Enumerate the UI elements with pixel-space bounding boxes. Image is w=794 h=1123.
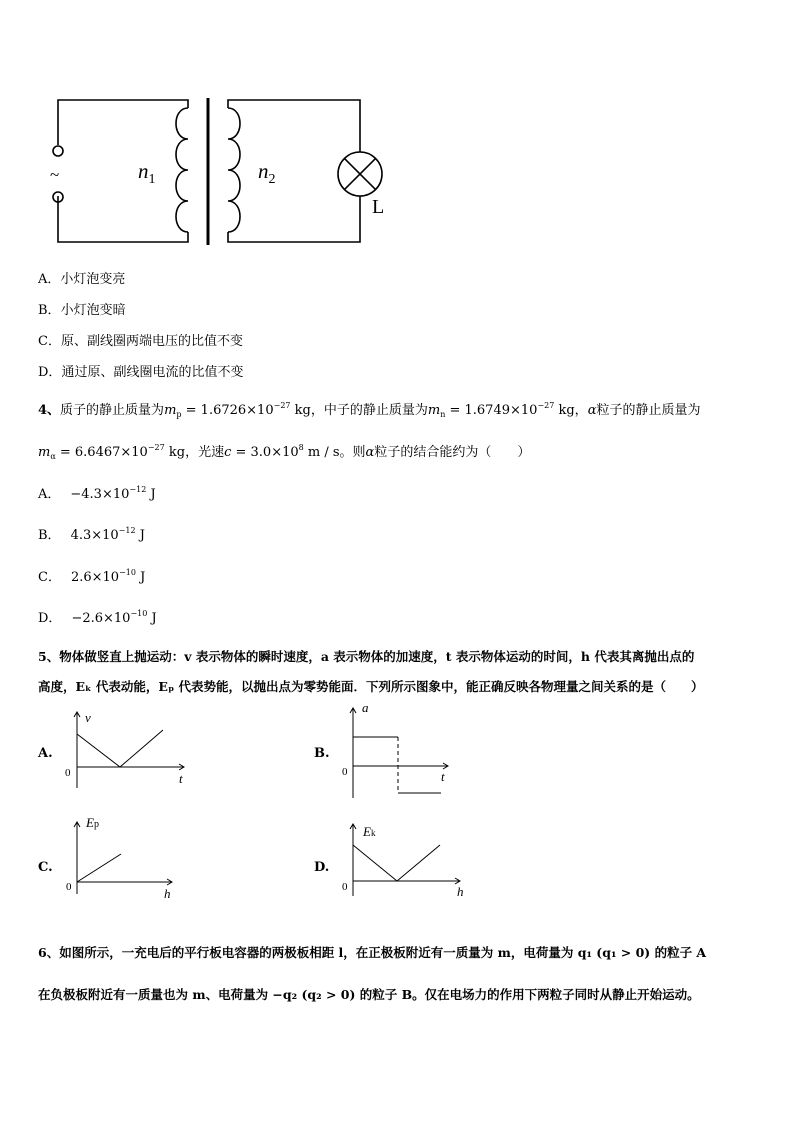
q5-graph-c[interactable] [60,812,185,902]
primary-wire-bottom [58,196,188,242]
xlabel-t: t [441,769,445,784]
xlabel-t: t [179,771,183,786]
q3-option-a[interactable]: A．小灯泡变亮 [38,272,126,287]
q4-option-c[interactable]: C． $2.6\times 10^{-10}$ J [38,568,146,585]
origin-label: 0 [65,767,71,779]
transformer-circuit-diagram [0,0,794,260]
ac-source-symbol: ~ [50,165,60,184]
q5-option-b-key[interactable]: B. [314,746,330,761]
q3-option-b[interactable]: B．小灯泡变暗 [38,303,126,318]
q3-option-c[interactable]: C．原、副线圈两端电压的比值不变 [38,334,243,349]
xlabel-h: h [164,886,171,901]
origin-label: 0 [66,881,72,893]
primary-turns-label: $n_1$ [138,159,156,187]
secondary-turns-label: $n_2$ [258,159,276,187]
kinetic-energy-line [353,845,440,881]
q5-graph-b[interactable] [336,698,466,803]
primary-coil [176,108,188,232]
q6-stem-line1: 6、如图所示，一充电后的平行板电容器的两极板相距 l，在正极板附近有一质量为 m，电荷量为 q₁ (q₁ > 0) 的粒子 A [38,945,707,960]
origin-label: 0 [342,881,348,893]
potential-energy-line [77,854,121,882]
velocity-line [77,730,163,767]
ylabel-v: v [85,710,91,725]
q4-option-b[interactable]: B． $4.3\times 10^{-12}$ J [38,526,145,543]
q3-option-d[interactable]: D．通过原、副线圈电流的比值不变 [38,365,244,380]
q5-graph-a[interactable] [60,700,200,795]
secondary-wire-bottom [228,196,360,242]
q5-graph-d[interactable] [336,818,471,903]
q4-stem-line2: $m_\alpha = 6.6467\times 10^{-27}$ kg，光速$c = 3.0\times 10^8$ m / s。则α粒子的结合能约为（ ） [38,443,531,461]
primary-wire [58,100,188,145]
ylabel-ek: Ek [363,824,376,839]
ylabel-a: a [362,700,369,715]
q5-option-d-key[interactable]: D. [314,860,330,875]
ac-terminal-top [53,146,63,156]
q5-stem-line2: 高度，Eₖ 代表动能，Eₚ 代表势能，以抛出点为零势能面．下列所示图象中，能正确反映各物理量之间关系的是（ ） [38,679,704,694]
q6-stem-line2: 在负极板附近有一质量也为 m、电荷量为 −q₂ (q₂ > 0) 的粒子 B。仅在电场力的作用下两粒子同时从静止开始运动。 [38,987,700,1002]
q5-option-a-key[interactable]: A. [38,746,53,761]
secondary-wire [228,100,360,152]
xlabel-h: h [457,884,464,899]
q5-option-c-key[interactable]: C. [38,860,53,875]
q4-option-a[interactable]: A． $-4.3\times 10^{-12}$ J [38,485,156,502]
q5-stem-line1: 5、物体做竖直上抛运动：v 表示物体的瞬时速度，a 表示物体的加速度，t 表示物体运动的时间，h 代表其离抛出点的 [38,649,695,664]
lamp-label: L [372,196,385,218]
ylabel-ep: Ep [86,815,99,830]
q4-stem-line1: 4、质子的静止质量为$m_p = 1.6726\times 10^{-27}$ kg，中子的静止质量为$m_n = 1.6749\times 10^{-27}$ kg，α粒子的静止质量为 [38,401,701,419]
secondary-coil [228,108,240,232]
q4-option-d[interactable]: D． $-2.6\times 10^{-10}$ J [38,609,157,626]
origin-label: 0 [342,766,348,778]
